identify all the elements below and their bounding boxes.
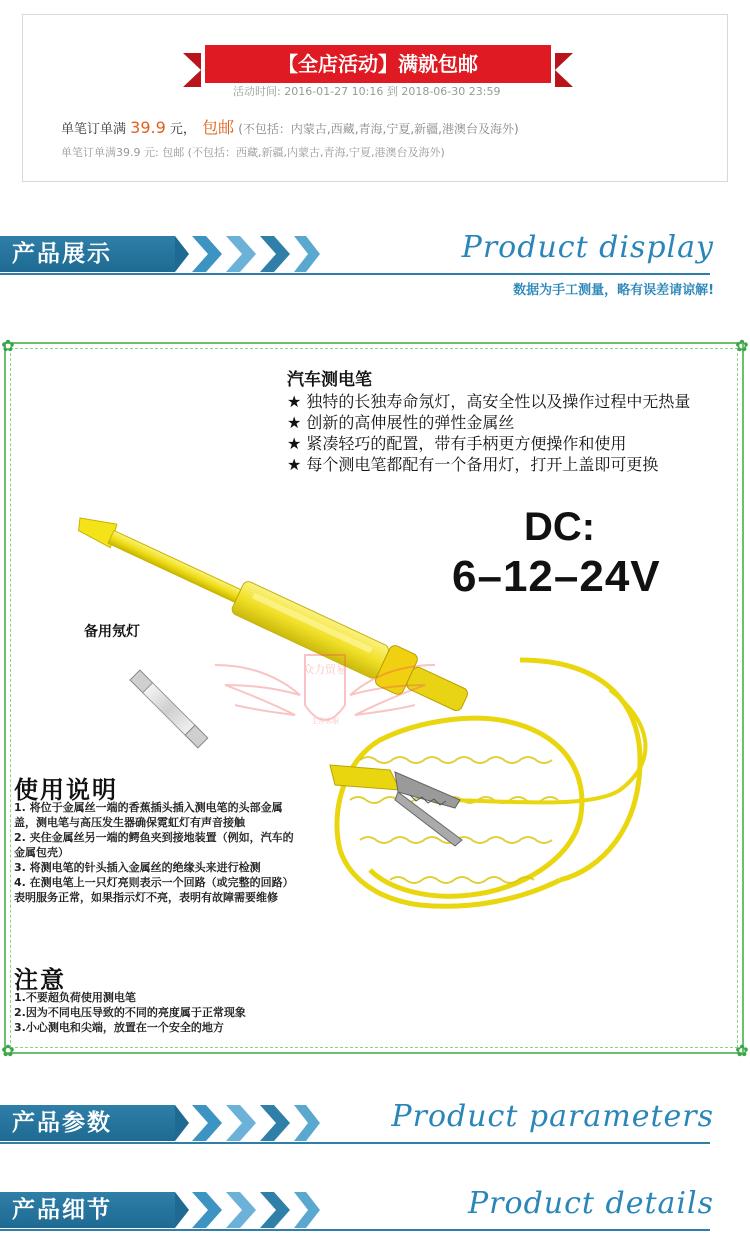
section-bar (0, 1105, 175, 1141)
promo-banner-title: 【全店活动】满就包邮 (205, 45, 551, 83)
frame-corner-ornament-icon: ✿ (735, 1041, 749, 1060)
section-title: 产品细节 (12, 1197, 112, 1223)
section-bar-tip (175, 1105, 189, 1141)
chevron-arrows-icon (192, 1105, 322, 1141)
feature-list (287, 391, 707, 475)
promo-rule-summary: 单笔订单满39.9 元: 包邮 (不包括：西藏,新疆,内蒙古,青海,宁夏,港澳台及海外) (61, 146, 445, 159)
alligator-clip (330, 765, 462, 846)
dc-label: DC: (524, 505, 596, 549)
section-title: 产品参数 (12, 1110, 112, 1136)
promo-time-label: 活动时间: (233, 85, 281, 98)
section-underline (0, 1142, 710, 1144)
frame-corner-ornament-icon: ✿ (735, 336, 749, 355)
section-title-en: Product display (461, 230, 714, 265)
note-item: 3.小心测电和尖端，放置在一个安全的地方 (14, 1021, 224, 1034)
section-bar (0, 1192, 175, 1228)
notes-list (14, 990, 314, 1035)
section-title-en: Product parameters (391, 1099, 714, 1134)
note-item: 2.因为不同电压导致的不同的亮度属于正常现象 (14, 1006, 246, 1019)
promo-threshold-unit: 元， (169, 122, 196, 137)
spare-bulb-label: 备用氖灯 (84, 624, 140, 640)
section-header-details (0, 1186, 750, 1243)
voltage-range: 6–12–24V (452, 552, 661, 601)
usage-item: 2. 夹住金属丝另一端的鳄鱼夹到接地装置（例如，汽车的金属包壳） (14, 831, 294, 859)
frame-corner-ornament-icon: ✿ (1, 1041, 15, 1060)
watermark-subtext: 主营客服 (311, 717, 339, 725)
usage-item: 1. 将位于金属丝一端的香蕉插头插入测电笔的头部金属盖，测电笔与高压发生器确保霓虹灯有声音接触 (14, 801, 283, 829)
promo-time-range: 2016-01-27 10:16 到 2018-06-30 23:59 (284, 85, 501, 98)
section-title: 产品展示 (12, 241, 112, 267)
usage-item: 3. 将测电笔的针头插入金属丝的绝缘头来进行检测 (14, 861, 261, 874)
product-name: 汽车测电笔 (287, 370, 372, 390)
spare-bulb (130, 670, 208, 748)
usage-title: 使用说明 (14, 776, 118, 804)
usage-list (14, 800, 304, 905)
feature-item: ★ 每个测电笔都配有一个备用灯，打开上盖即可更换 (287, 455, 659, 474)
chevron-arrows-icon (192, 1192, 322, 1228)
section-underline (0, 1229, 710, 1231)
feature-item: ★ 创新的高伸展性的弹性金属丝 (287, 413, 515, 432)
section-bar-tip (175, 1192, 189, 1228)
frame-corner-ornament-icon: ✿ (1, 336, 15, 355)
promo-rule-prefix: 单笔订单满 (61, 122, 127, 137)
watermark-text: 众力贸易 (303, 663, 347, 676)
promo-threshold-amount: 39.9 (130, 118, 166, 137)
promo-exclusions: (不包括：内蒙古,西藏,青海,宁夏,新疆,港澳台及海外) (238, 122, 519, 136)
feature-item: ★ 紧凑轻巧的配置，带有手柄更方便操作和使用 (287, 434, 627, 453)
notes-title: 注意 (14, 966, 66, 994)
section-header-parameters (0, 1099, 750, 1175)
usage-item: 4. 在测电笔上一只灯亮则表示一个回路（或完整的回路）表明服务正常，如果指示灯不亮，表明有故障需要维修 (14, 876, 294, 904)
promo-free-shipping: 包邮 (202, 118, 235, 137)
shop-watermark-logo (205, 645, 445, 755)
feature-item: ★ 独特的长独寿命氖灯，高安全性以及操作过程中无热量 (287, 392, 691, 411)
note-item: 1.不要超负荷使用测电笔 (14, 991, 136, 1004)
section-title-en: Product details (468, 1186, 714, 1221)
section-note: 数据为手工测量，略有误差请谅解! (513, 283, 714, 298)
